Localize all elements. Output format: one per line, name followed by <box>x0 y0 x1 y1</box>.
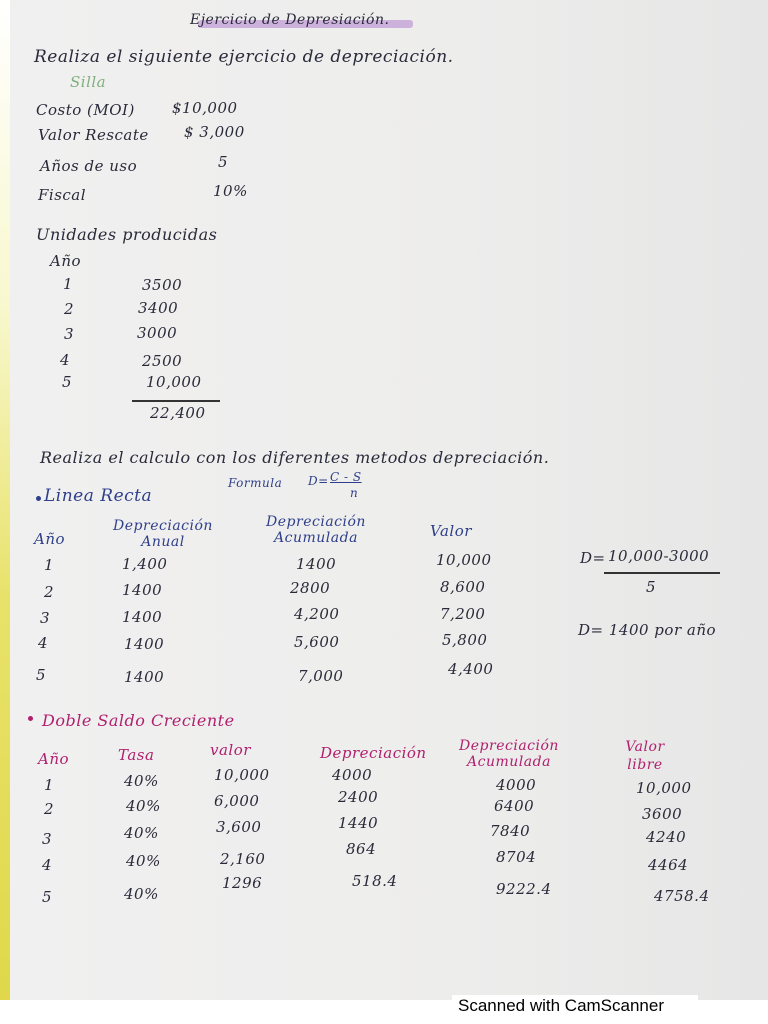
ds-cell: 4000 <box>332 766 373 784</box>
lr-cell: 7,200 <box>440 605 486 623</box>
lr-cell: 8,600 <box>440 578 486 596</box>
ds-cell: 9222.4 <box>496 880 552 898</box>
bullet-icon <box>28 716 33 721</box>
ds-header: valor <box>210 741 251 759</box>
scanner-watermark: Scanned with CamScanner <box>458 996 665 1015</box>
lr-cell: 7,000 <box>298 667 344 685</box>
ds-cell: 6,000 <box>214 792 260 810</box>
lr-header: Año <box>34 530 66 548</box>
lr-cell: 1400 <box>124 668 165 686</box>
calc-denominator: 5 <box>646 578 657 596</box>
ds-cell: 4240 <box>646 828 687 846</box>
ds-header: Tasa <box>118 746 155 764</box>
data-value: $10,000 <box>172 99 238 117</box>
units-sum-line <box>132 400 220 402</box>
ds-cell: 864 <box>346 840 377 858</box>
lr-cell: 1400 <box>296 555 337 573</box>
formula-numerator: C - S <box>330 470 362 484</box>
calc-lhs: D= <box>580 549 606 567</box>
formula-label: Formula <box>228 476 283 490</box>
lr-cell: 1400 <box>122 608 163 626</box>
ds-cell: 2 <box>44 800 55 818</box>
lr-cell: 5,800 <box>442 631 488 649</box>
ds-cell: 3 <box>42 830 53 848</box>
units-year: 5 <box>62 373 73 391</box>
units-year: 4 <box>60 351 71 369</box>
lr-cell: 2 <box>44 583 55 601</box>
methods-intro: Realiza el calculo con los diferentes metodos depreciación. <box>40 448 550 467</box>
ds-cell: 6400 <box>494 797 535 815</box>
units-value: 3500 <box>142 276 183 294</box>
lr-cell: 1400 <box>124 635 165 653</box>
ds-cell: 518.4 <box>352 872 398 890</box>
ds-cell: 40% <box>124 772 159 790</box>
ds-cell: 8704 <box>496 848 537 866</box>
calc-fraction-line <box>604 572 720 574</box>
ds-cell: 40% <box>124 885 159 903</box>
units-heading: Unidades producidas <box>36 225 218 244</box>
lr-cell: 3 <box>40 609 51 627</box>
ds-cell: 1296 <box>222 874 263 892</box>
ds-cell: 40% <box>124 824 159 842</box>
ds-cell: 40% <box>126 797 161 815</box>
item-name: Silla <box>70 73 107 91</box>
lr-cell: 1400 <box>122 581 163 599</box>
ds-cell: 1440 <box>338 814 379 832</box>
lr-cell: 2800 <box>290 579 331 597</box>
lr-cell: 4,400 <box>448 660 494 678</box>
lr-cell: 4,200 <box>294 605 340 623</box>
ds-cell: 4000 <box>496 776 537 794</box>
ds-cell: 2,160 <box>220 850 266 868</box>
lr-cell: 5 <box>36 666 47 684</box>
ds-header: Depreciación Acumulada <box>459 738 559 770</box>
lr-header: Valor <box>430 522 472 540</box>
data-value: $ 3,000 <box>184 123 245 141</box>
units-year: 3 <box>64 325 75 343</box>
calc-result: D= 1400 por año <box>578 621 717 639</box>
units-value: 3400 <box>138 299 179 317</box>
ds-cell: 40% <box>126 852 161 870</box>
doble-saldo-heading: Doble Saldo Creciente <box>42 711 235 730</box>
units-value: 10,000 <box>146 373 202 391</box>
formula-lhs: D= <box>308 474 329 488</box>
units-value: 3000 <box>137 324 178 342</box>
data-label: Años de uso <box>40 157 138 175</box>
units-year: 2 <box>64 300 75 318</box>
ds-cell: 4 <box>42 856 53 874</box>
data-label: Costo (MOI) <box>36 101 135 119</box>
ds-cell: 5 <box>42 888 53 906</box>
ds-header: Depreciación <box>320 744 427 762</box>
data-value: 10% <box>213 182 248 200</box>
lr-cell: 10,000 <box>436 551 492 569</box>
page-title: Ejercicio de Depresiación. <box>190 12 390 28</box>
lr-header: Depreciación Anual <box>113 518 213 550</box>
units-total: 22,400 <box>150 404 206 422</box>
ds-cell: 3600 <box>642 805 683 823</box>
lr-header: Depreciación Acumulada <box>266 514 366 546</box>
ds-cell: 3,600 <box>216 818 262 836</box>
ds-header: Valor libre <box>625 739 665 773</box>
units-col-year: Año <box>50 252 82 270</box>
linea-recta-heading: Linea Recta <box>44 486 153 506</box>
ds-cell: 2400 <box>338 788 379 806</box>
data-label: Valor Rescate <box>38 126 149 144</box>
calc-numerator: 10,000-3000 <box>608 547 710 565</box>
units-year: 1 <box>63 275 74 293</box>
ds-header: Año <box>38 750 70 768</box>
ds-cell: 4464 <box>648 856 689 874</box>
units-value: 2500 <box>142 352 183 370</box>
ds-cell: 1 <box>44 776 55 794</box>
lr-cell: 4 <box>38 634 49 652</box>
ds-cell: 4758.4 <box>654 887 710 905</box>
data-value: 5 <box>218 153 229 171</box>
data-label: Fiscal <box>38 186 87 204</box>
lr-cell: 1,400 <box>122 555 168 573</box>
bullet-icon <box>36 496 41 501</box>
page-edge <box>0 0 10 1000</box>
lr-cell: 1 <box>44 556 55 574</box>
formula-denominator: n <box>350 486 359 500</box>
lr-cell: 5,600 <box>294 633 340 651</box>
ds-cell: 10,000 <box>214 766 270 784</box>
ds-cell: 7840 <box>490 822 531 840</box>
intro-text: Realiza el siguiente ejercicio de depreciación. <box>34 47 454 67</box>
ds-cell: 10,000 <box>636 779 692 797</box>
